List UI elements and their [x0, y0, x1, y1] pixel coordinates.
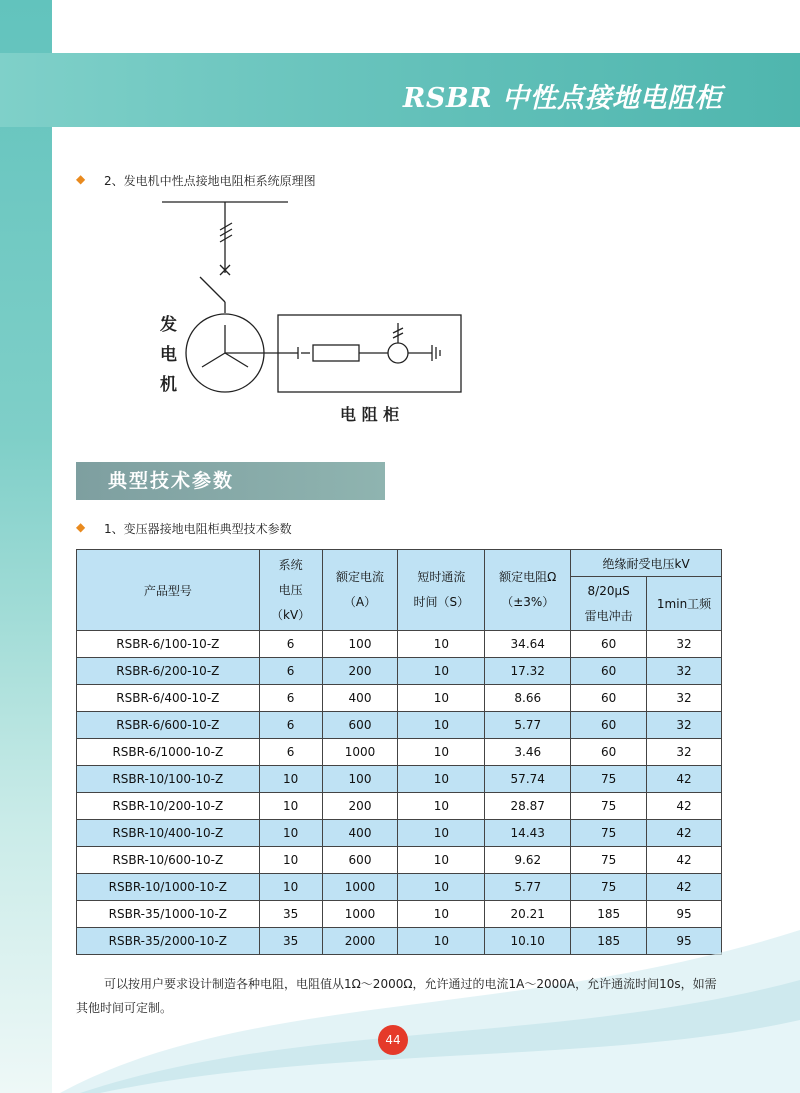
table-cell-s: 10 — [398, 901, 485, 928]
table-row — [77, 631, 722, 658]
table-cell-model: RSBR-10/1000-10-Z — [77, 874, 260, 901]
table-cell-ohm: 14.43 — [485, 820, 571, 847]
table-cell-model: RSBR-6/200-10-Z — [77, 658, 260, 685]
page-title: RSBR 中性点接地电阻柜 — [402, 83, 722, 114]
table-row — [77, 712, 722, 739]
table-cell-s: 10 — [398, 928, 485, 955]
table-cell-imp: 185 — [571, 901, 647, 928]
table-row — [77, 766, 722, 793]
table-cell-a: 1000 — [322, 739, 398, 766]
header-voltage: 系统 电压 （kV） — [259, 550, 322, 631]
table-cell-pf: 32 — [647, 685, 722, 712]
table-cell-model: RSBR-35/1000-10-Z — [77, 901, 260, 928]
table-cell-ohm: 5.77 — [485, 874, 571, 901]
table-cell-a: 200 — [322, 793, 398, 820]
table-cell-s: 10 — [398, 631, 485, 658]
table-cell-pf: 42 — [647, 793, 722, 820]
table-cell-pf: 95 — [647, 928, 722, 955]
table-cell-s: 10 — [398, 874, 485, 901]
table-row — [77, 658, 722, 685]
table-cell-s: 10 — [398, 820, 485, 847]
table-cell-s: 10 — [398, 766, 485, 793]
table-cell-kv: 10 — [259, 766, 322, 793]
table-cell-s: 10 — [398, 685, 485, 712]
section-heading-table: 1、变压器接地电阻柜典型技术参数 — [104, 522, 292, 536]
table-cell-model: RSBR-10/400-10-Z — [77, 820, 260, 847]
cabinet-label: 电 阻 柜 — [340, 405, 400, 424]
table-cell-imp: 75 — [571, 874, 647, 901]
table-cell-pf: 32 — [647, 631, 722, 658]
table-cell-s: 10 — [398, 739, 485, 766]
table-cell-imp: 60 — [571, 658, 647, 685]
table-cell-a: 100 — [322, 631, 398, 658]
header-time: 短时通流 时间（S） — [398, 550, 485, 631]
table-cell-ohm: 34.64 — [485, 631, 571, 658]
table-cell-kv: 10 — [259, 847, 322, 874]
table-cell-pf: 95 — [647, 901, 722, 928]
table-row — [77, 793, 722, 820]
table-cell-model: RSBR-6/400-10-Z — [77, 685, 260, 712]
table-cell-s: 10 — [398, 847, 485, 874]
table-cell-imp: 60 — [571, 631, 647, 658]
table-cell-a: 1000 — [322, 901, 398, 928]
table-cell-ohm: 3.46 — [485, 739, 571, 766]
table-cell-model: RSBR-10/200-10-Z — [77, 793, 260, 820]
table-cell-ohm: 28.87 — [485, 793, 571, 820]
table-cell-pf: 32 — [647, 658, 722, 685]
table-cell-a: 600 — [322, 847, 398, 874]
table-row — [77, 820, 722, 847]
table-cell-s: 10 — [398, 793, 485, 820]
table-cell-pf: 42 — [647, 874, 722, 901]
table-cell-model: RSBR-35/2000-10-Z — [77, 928, 260, 955]
table-cell-imp: 60 — [571, 712, 647, 739]
table-cell-imp: 60 — [571, 685, 647, 712]
table-cell-pf: 32 — [647, 712, 722, 739]
table-cell-ohm: 8.66 — [485, 685, 571, 712]
table-cell-kv: 6 — [259, 712, 322, 739]
footnote-text: 可以按用户要求设计制造各种电阻，电阻值从1Ω～2000Ω，允许通过的电流1A～2000A，允许通流时间10s，如需其他时间可定制。 — [76, 977, 717, 1015]
table-cell-imp: 185 — [571, 928, 647, 955]
table-cell-kv: 35 — [259, 901, 322, 928]
page-number-badge: 44 — [378, 1025, 408, 1055]
table-cell-a: 200 — [322, 658, 398, 685]
table-cell-model: RSBR-6/1000-10-Z — [77, 739, 260, 766]
table-cell-a: 600 — [322, 712, 398, 739]
table-cell-pf: 42 — [647, 820, 722, 847]
table-row — [77, 739, 722, 766]
generator-label-3: 机 — [160, 375, 177, 395]
table-cell-a: 2000 — [322, 928, 398, 955]
table-cell-imp: 75 — [571, 766, 647, 793]
table-cell-ohm: 9.62 — [485, 847, 571, 874]
table-cell-ohm: 57.74 — [485, 766, 571, 793]
header-power-freq: 1min工频 — [647, 577, 722, 631]
table-cell-a: 400 — [322, 820, 398, 847]
table-cell-s: 10 — [398, 712, 485, 739]
table-cell-kv: 6 — [259, 658, 322, 685]
circuit-diagram — [120, 195, 480, 429]
table-cell-kv: 10 — [259, 793, 322, 820]
table-cell-ohm: 10.10 — [485, 928, 571, 955]
table-cell-a: 1000 — [322, 874, 398, 901]
table-cell-a: 100 — [322, 766, 398, 793]
section-heading-diagram: 2、发电机中性点接地电阻柜系统原理图 — [104, 174, 316, 188]
table-cell-pf: 32 — [647, 739, 722, 766]
header-current: 额定电流 （A） — [322, 550, 398, 631]
diamond-bullet-icon: ◆ — [76, 520, 86, 534]
generator-label-2: 电 — [160, 345, 177, 365]
header-impulse: 8/20μS 雷电冲击 — [571, 577, 647, 631]
table-cell-ohm: 5.77 — [485, 712, 571, 739]
table-cell-a: 400 — [322, 685, 398, 712]
table-cell-kv: 35 — [259, 928, 322, 955]
table-cell-ohm: 20.21 — [485, 901, 571, 928]
table-cell-model: RSBR-6/100-10-Z — [77, 631, 260, 658]
table-row — [77, 685, 722, 712]
generator-label-1: 发 — [160, 315, 177, 335]
header-insulation: 绝缘耐受电压kV — [571, 550, 722, 577]
table-cell-kv: 10 — [259, 820, 322, 847]
table-cell-pf: 42 — [647, 847, 722, 874]
table-cell-kv: 10 — [259, 874, 322, 901]
section-banner: 典型技术参数 — [76, 462, 385, 500]
table-cell-model: RSBR-10/100-10-Z — [77, 766, 260, 793]
table-cell-imp: 75 — [571, 820, 647, 847]
header-resistance: 额定电阻Ω （±3%） — [485, 550, 571, 631]
table-cell-imp: 75 — [571, 847, 647, 874]
table-cell-pf: 42 — [647, 766, 722, 793]
table-cell-kv: 6 — [259, 631, 322, 658]
header-model: 产品型号 — [77, 550, 260, 631]
table-cell-model: RSBR-6/600-10-Z — [77, 712, 260, 739]
table-cell-imp: 75 — [571, 793, 647, 820]
diamond-bullet-icon: ◆ — [76, 172, 86, 186]
table-cell-kv: 6 — [259, 685, 322, 712]
table-cell-model: RSBR-10/600-10-Z — [77, 847, 260, 874]
table-cell-s: 10 — [398, 658, 485, 685]
table-cell-kv: 6 — [259, 739, 322, 766]
table-cell-ohm: 17.32 — [485, 658, 571, 685]
table-cell-imp: 60 — [571, 739, 647, 766]
